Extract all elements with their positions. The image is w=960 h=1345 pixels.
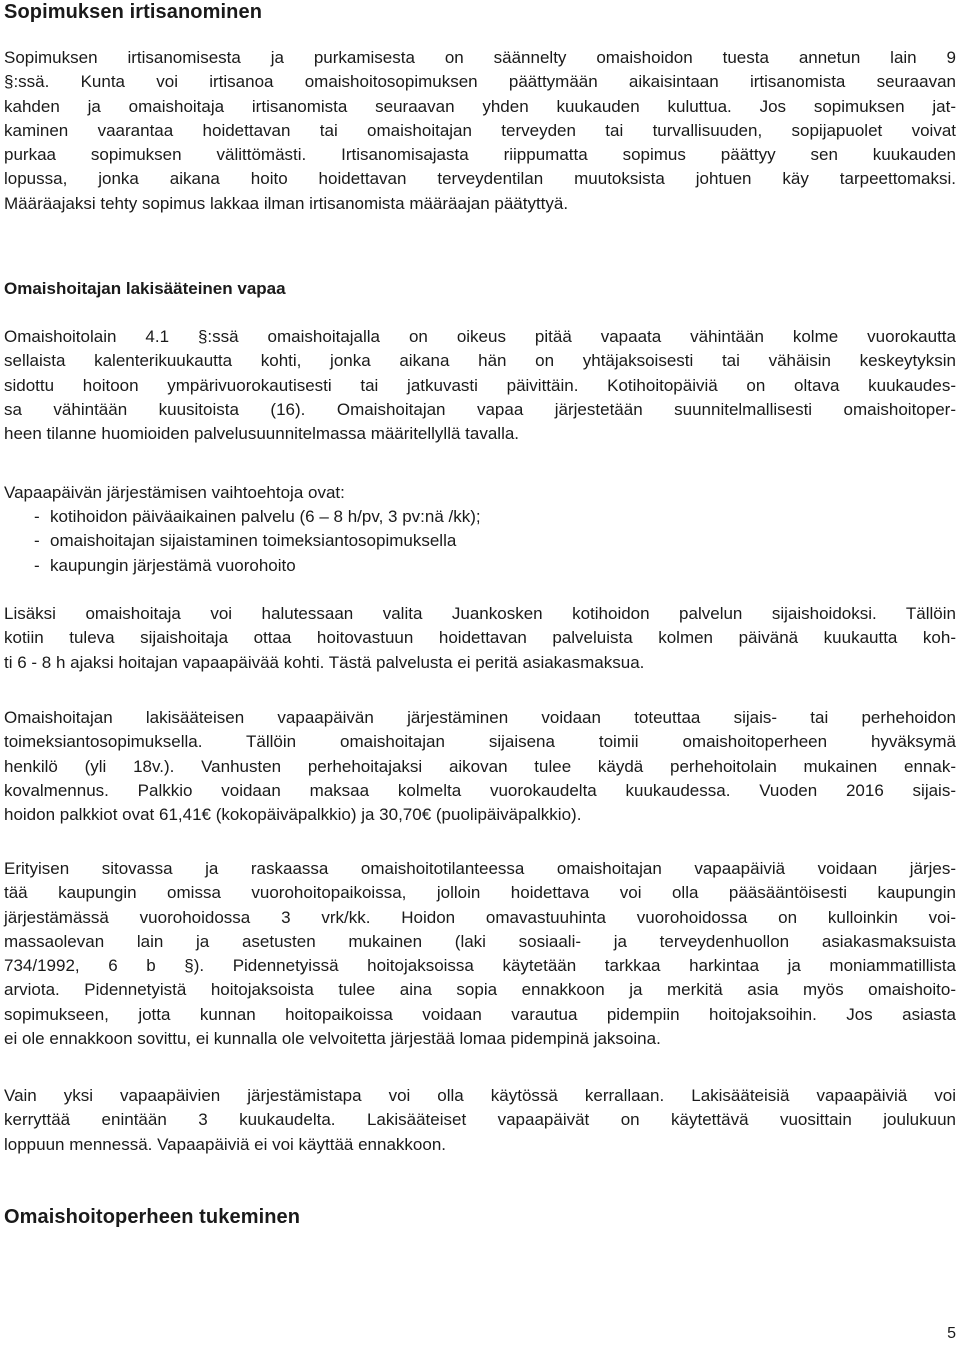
list-item: - kaupungin järjestämä vuorohoito <box>4 554 956 578</box>
text-line: toimeksiantosopimuksella. Tällöin omaishoitajan sijaisena toimii omaishoitoperheen hyväksymä <box>4 732 956 752</box>
paragraph-leave-rules <box>4 1084 956 1157</box>
list-item: - omaishoitajan sijaistaminen toimeksiantosopimuksella <box>4 529 956 553</box>
text-line: järjestämässä vuorohoidossa 3 vrk/kk. Hoidon omavastuuhinta vuorohoidossa on kulloinkin voi- <box>4 907 956 927</box>
text-line: 734/1992, 6 b §). Pidennetyissä hoitojaksoissa käytetään tarkkaa harkintaa ja moniammatillista <box>4 956 956 976</box>
text-line: tää kaupungin omissa vuorohoitopaikoissa, jolloin hoidettava voi olla pääsääntöisesti kaupungin <box>4 883 956 903</box>
text-line: arviota. Pidennetyistä hoitojaksoista tulee aina sopia ennakkoon ja merkitä asia myös omaishoito- <box>4 980 956 1000</box>
paragraph-respite-care <box>4 857 956 1051</box>
paragraph-family-care <box>4 706 956 827</box>
text-line: sidottu hoitoon ympärivuorokautisesti tai jatkuvasti päivittäin. Kotihoitopäiviä on oltava kuukaudes- <box>4 375 956 395</box>
text-line: heen tilanne huomioiden palvelusuunnitelmassa määritellyllä tavalla. <box>4 424 520 444</box>
text-line: ti 6 - 8 h ajaksi hoitajan vapaapäivää kohti. Tästä palvelusta ei peritä asiakasmaksua. <box>4 652 645 672</box>
bullet-dash: - <box>34 555 40 575</box>
page-number: 5 <box>947 1325 956 1342</box>
text-line: Omaishoitolain 4.1 §:ssä omaishoitajalla on oikeus pitää vapaata vähintään kolme vuorokautta <box>4 327 956 346</box>
section-heading-termination: Sopimuksen irtisanominen <box>4 1 263 23</box>
section-heading-family-support: Omaishoitoperheen tukeminen <box>4 1206 301 1228</box>
options-list <box>4 505 956 578</box>
bullet-dash: - <box>34 531 40 551</box>
text-line: kahden ja omaishoitaja irtisanomista seuraavan yhden kuukauden kuluttua. Jos sopimuksen jat- <box>4 96 956 116</box>
text-line: henkilö (yli 18v.). Vanhusten perhehoitajaksi aikovan tulee käydä perhehoitolain mukainen ennak- <box>4 756 956 776</box>
text-line: Erityisen sitovassa ja raskaassa omaishoitotilanteessa omaishoitajan vapaapäiviä voidaan järjes- <box>4 859 956 878</box>
text-line: kotiin tuleva sijaishoitaja ottaa hoitovastuun hoidettavan palveluista kolmen päivänä kuukautta koh- <box>4 628 956 648</box>
text-line: Sopimuksen irtisanomisesta ja purkamisesta on säännelty omaishoidon tuesta annetun lain 9 <box>4 48 956 67</box>
text-line: hoidon palkkiot ovat 61,41€ (kokopäiväpalkkio) ja 30,70€ (puolipäiväpalkkio). <box>4 805 582 825</box>
text-line: Lisäksi omaishoitaja voi halutessaan valita Juankosken kotihoidon palvelun sijaishoidoksi. Tällöin <box>4 604 956 623</box>
options-intro <box>4 481 956 505</box>
text-line: ei ole ennakkoon sovittu, ei kunnalla ole velvoitetta järjestää lomaa pidempinä jaksoina. <box>4 1029 661 1049</box>
text-line: kovalmennus. Palkkio voidaan maksaa kolmelta vuorokaudelta kuukaudessa. Vuoden 2016 sijais- <box>4 780 956 800</box>
paragraph-termination <box>4 46 956 216</box>
text-line: Määräajaksi tehty sopimus lakkaa ilman irtisanomista määräajan päätyttyä. <box>4 193 569 213</box>
bullet-dash: - <box>34 507 40 526</box>
text-line: sopimukseen, jotta kunnan hoitopaikoissa voidaan varautua pidempiin hoitojaksoihin. Jos asiasta <box>4 1004 956 1024</box>
text-line: kaminen vaarantaa hoidettavan tai omaishoitajan terveyden tai turvallisuuden, sopijapuolet voivat <box>4 120 956 140</box>
paragraph-statutory-leave <box>4 325 956 446</box>
text-line: sa vähintään kuusitoista (16). Omaishoitajan vapaa järjestetään suunnitelmallisesti omaishoitoper- <box>4 399 956 419</box>
text-line: lopussa, jonka aikana hoito hoidettavan terveydentilan muutoksista johtuen käy tarpeettomaksi. <box>4 169 956 189</box>
text-line: sellaista kalenterikuukautta kohti, jonka aikana hän on yhtäjaksoisesti tai vähäisin keskeytyksin <box>4 351 956 371</box>
section-heading-statutory-leave: Omaishoitajan lakisääteinen vapaa <box>4 279 286 298</box>
text-line: §:ssä. Kunta voi irtisanoa omaishoitosopimuksen päättymään aikaisintaan irtisanomista seuraavan <box>4 72 956 92</box>
text-line: Vapaapäivän järjestämisen vaihtoehtoja ovat: <box>4 483 345 502</box>
paragraph-home-care-substitute <box>4 602 956 675</box>
text-line: purkaa sopimuksen välittömästi. Irtisanomisajasta riippumatta sopimus päättyy sen kuukauden <box>4 145 956 165</box>
text-line: massaolevan lain ja asetusten mukainen (laki sosiaali- ja terveydenhuollon asiakasmaksuista <box>4 931 956 951</box>
text-line: loppuun mennessä. Vapaapäiviä ei voi käyttää ennakkoon. <box>4 1134 446 1154</box>
text-line: kerryttää enintään 3 kuukaudelta. Lakisääteiset vapaapäivät on käytettävä vuosittain joulukuun <box>4 1110 956 1130</box>
text-line: Vain yksi vapaapäivien järjestämistapa voi olla käytössä kerrallaan. Lakisääteisiä vapaapäiviä voi <box>4 1086 956 1105</box>
list-item: - kotihoidon päiväaikainen palvelu (6 – 8 h/pv, 3 pv:nä /kk); <box>4 505 956 529</box>
text-line: Omaishoitajan lakisääteisen vapaapäivän järjestäminen voidaan toteuttaa sijais- tai perhehoidon <box>4 708 956 727</box>
